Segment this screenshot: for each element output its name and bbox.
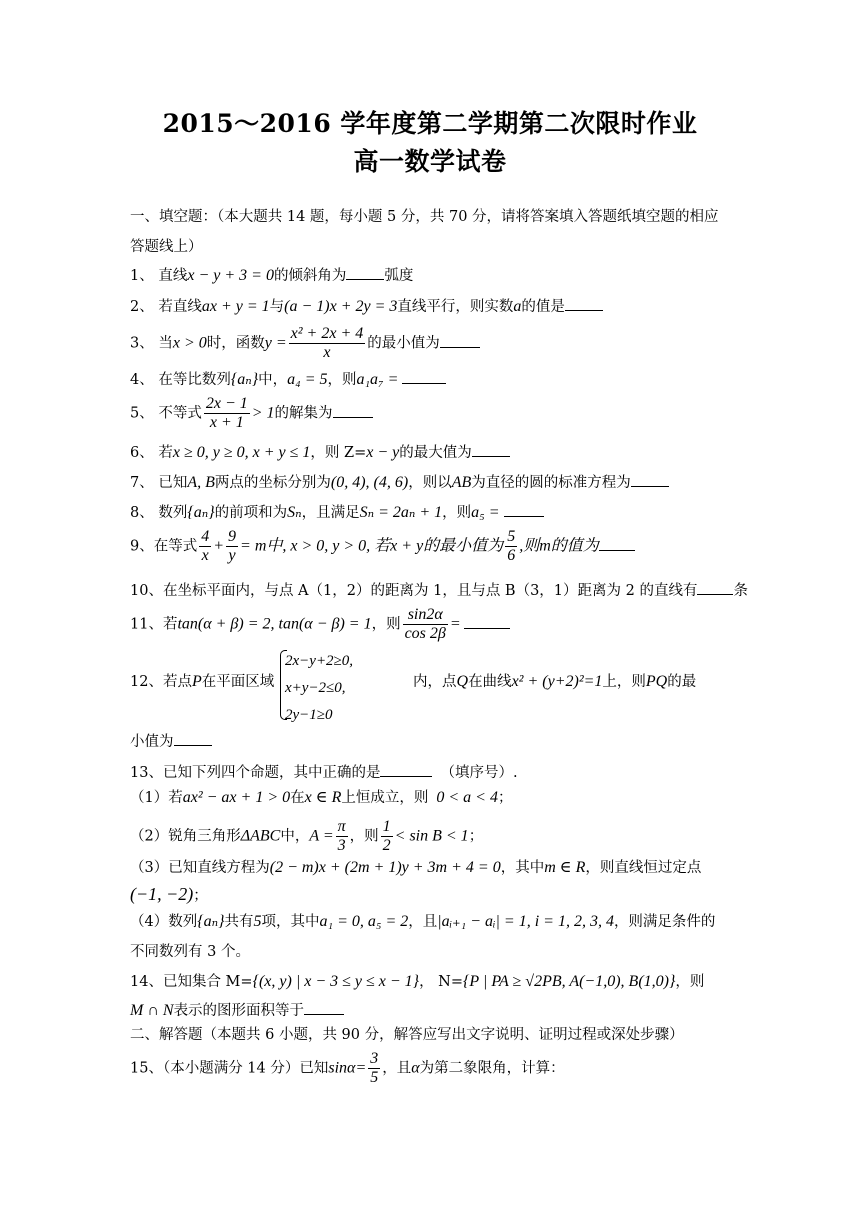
q13-statement-4: （4）数列{aₙ}共有5项，其中a₁ = 0, a₅ = 2，且|aᵢ₊₁ − aᵢ| = 1, i = 1, 2, 3, 4，则满足条件的 xyxy=(130,913,716,930)
fraction: $\frac{\sin 2\alpha}{\cos 2\beta}$ xyxy=(404,606,446,642)
answer-blank xyxy=(304,1000,344,1015)
answer-blank xyxy=(333,403,373,418)
section1-header-cont: 答题线上） xyxy=(130,239,203,255)
section1-header: 一、填空题：（本大题共 14 题，每小题 5 分，共 70 分，请将答案填入答题纸填空题的相应 xyxy=(130,209,719,225)
answer-blank xyxy=(472,442,510,457)
answer-blank xyxy=(380,762,432,777)
question-15: 15、（本小题满分 14 分）已知sinα= $\frac{3}{5}$ ，且α为第二象限角，计算： xyxy=(130,1050,565,1086)
answer-blank xyxy=(464,614,510,629)
question-13: 13、已知下列四个命题，其中正确的是 （填序号）. xyxy=(130,762,518,783)
question-9: 9、在等式 $\frac{4}{x}$ + $\frac{9}{y}$ = m中, x > 0, y > 0, 若x + y的最小值为 $\frac{5}{6}$ ,则m的值为 xyxy=(130,528,635,565)
answer-blank xyxy=(440,333,480,348)
fraction: $\frac{\pi}{3}$ xyxy=(337,818,346,854)
question-12-cont: 内，点Q在曲线x² + (y+2)²=1上，则PQ的最 xyxy=(413,673,697,690)
question-12-end: 小值为 xyxy=(130,731,212,752)
fraction: $\frac{3}{5}$ xyxy=(370,1050,379,1086)
fraction: $\frac{9}{y}$ xyxy=(228,528,237,564)
page-title: 2015～2016 学年度第二学期第二次限时作业 xyxy=(162,109,698,138)
question-12: 12、若点P在平面区域 xyxy=(130,673,275,690)
answer-blank xyxy=(599,536,635,551)
section2-header: 二、解答题（本题共 6 小题，共 90 分，解答应写出文字说明、证明过程或深处步骤） xyxy=(130,1027,684,1043)
q13-statement-3-cont: (−1, −2)； xyxy=(130,884,208,904)
answer-blank xyxy=(504,502,544,517)
question-14: 14、已知集合 M={(x, y) | x − 3 ≤ y ≤ x − 1}， N={P | PA ≥ √2PB, A(−1,0), B(1,0)}，则 xyxy=(130,973,705,990)
answer-blank xyxy=(346,265,384,280)
question-3: 3、 当x > 0时，函数y = $\frac{\text{x² + 2x + 4}}{x}$ 的最小值为 xyxy=(130,325,480,362)
question-10: 10、在坐标平面内，与点 A（1，2）的距离为 1，且与点 B（3，1）距离为 2 的直线有 条 xyxy=(130,580,748,601)
question-6: 6、 若x ≥ 0, y ≥ 0, x + y ≤ 1，则 Z=x − y的最大值为 xyxy=(130,442,510,463)
question-2: 2、 若直线ax + y = 1与(a − 1)x + 2y = 3直线平行，则实数a的值是 xyxy=(130,296,603,317)
fraction: $\frac{\text{x² + 2x + 4}}{x}$ xyxy=(290,325,364,361)
answer-blank xyxy=(697,580,733,595)
page-subtitle: 高一数学试卷 xyxy=(353,147,507,176)
answer-blank xyxy=(631,472,669,487)
q13-statement-3: （3）已知直线方程为(2 − m)x + (2m + 1)y + 3m + 4 = 0，其中m ∈ R，则直线恒过定点 xyxy=(130,859,702,876)
q13-statement-4-cont: 不同数列有 3 个。 xyxy=(130,944,250,960)
question-11: 11、若tan(α + β) = 2, tan(α − β) = 1，则 $\frac{\sin 2\alpha}{\cos 2\beta}$ = xyxy=(130,606,510,643)
question-8: 8、 数列{aₙ}的前项和为Sₙ，且满足Sₙ = 2aₙ + 1，则a₅ = xyxy=(130,502,544,523)
fraction: $\frac{5}{6}$ xyxy=(507,528,516,564)
q13-statement-1: （1）若ax² − ax + 1 > 0在x ∈ R上恒成立，则 0 < a < 4； xyxy=(130,789,513,806)
question-1: 1、 直线x − y + 3 = 0的倾斜角为 弧度 xyxy=(130,267,414,284)
fraction: $\frac{1}{2}$ xyxy=(382,818,391,854)
question-14-cont: M ∩ N表示的图形面积等于 xyxy=(130,1000,344,1021)
inequality-system: 2x−y+2≥0, x+y−2≤0, 2y−1≥0 xyxy=(285,653,354,723)
q13-statement-2: （2）锐角三角形ΔABC中，A = $\frac{\pi}{3}$ ，则 $\frac{1}{2}$ < sin B < 1； xyxy=(130,818,484,854)
question-7: 7、 已知A, B两点的坐标分别为(0, 4), (4, 6)，则以AB为直径的圆的标准方程为 xyxy=(130,472,669,493)
fraction: $\frac{2x - 1}{x + 1}$ xyxy=(205,395,248,431)
answer-blank xyxy=(402,369,446,384)
question-4: 4、 在等比数列{aₙ}中，a₄ = 5，则a₁a₇ = xyxy=(130,369,446,390)
fraction: $\frac{4}{x}$ xyxy=(201,528,210,564)
question-5: 5、 不等式 $\frac{2x - 1}{x + 1}$ > 1的解集为 xyxy=(130,395,373,432)
answer-blank xyxy=(565,296,603,311)
answer-blank xyxy=(174,731,212,746)
